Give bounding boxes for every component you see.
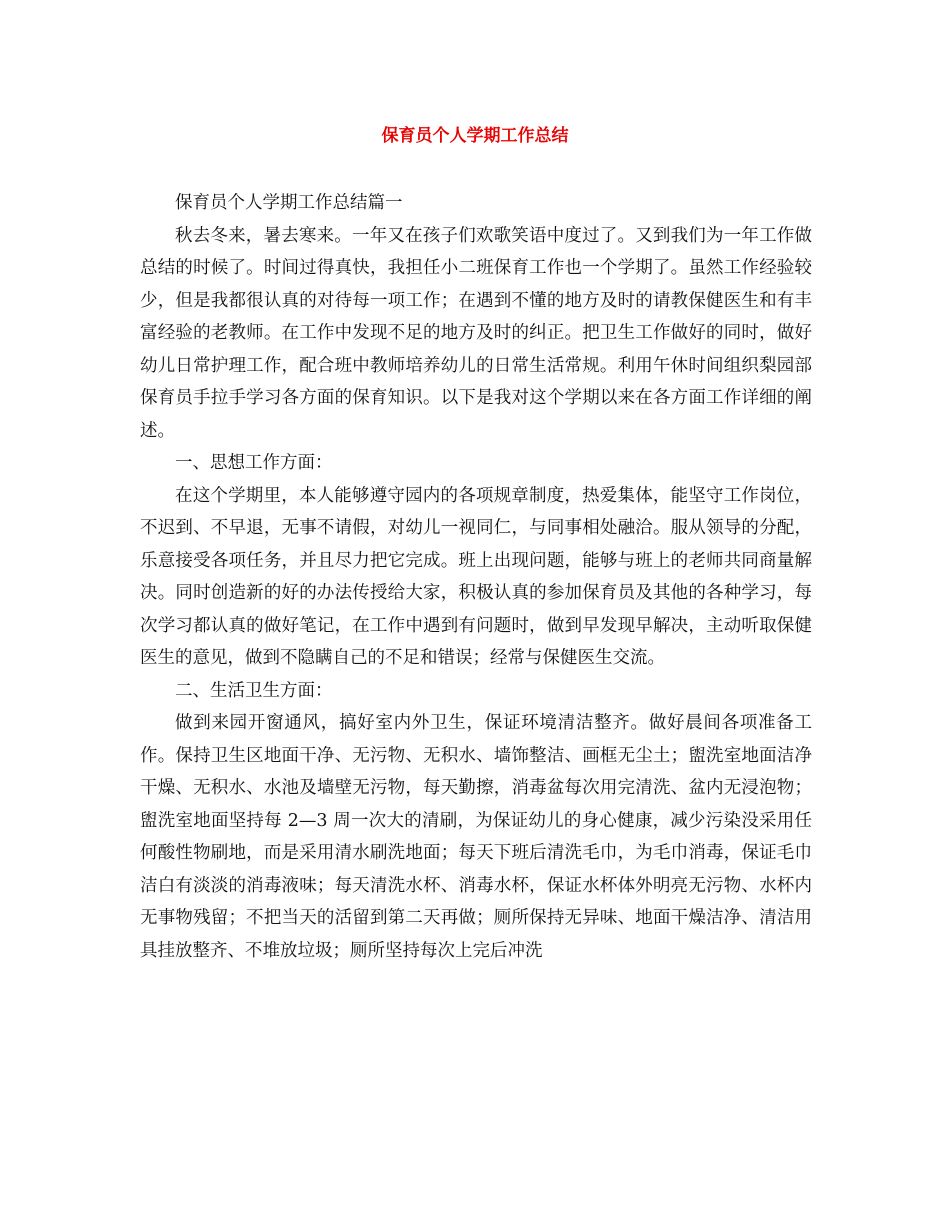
section-heading: 一、思想工作方面：	[175, 453, 333, 473]
section-heading: 保育员个人学期工作总结篇一	[175, 193, 403, 213]
document-body	[140, 187, 812, 967]
paragraph: 秋去冬来，暑去寒来。一年又在孩子们欢歌笑语中度过了。又到我们为一年工作做总结的时候了。时间过得真快，我担任小二班保育工作也一个学期了。虽然工作经验较少，但是我都很认真的对待每一项工作；在遇到不懂的地方及时的请教保健医生和有丰富经验的老教师。在工作中发现不足的地方及时的纠正。把卫生工作做好的同时，做好幼儿日常护理工作，配合班中教师培养幼儿的日常生活常规。利用午休时间组织梨园部保育员手拉手学习各方面的保育知识。以下是我对这个学期以来在各方面工作详细的阐述。	[140, 225, 812, 441]
document-title: 保育员个人学期工作总结	[381, 126, 569, 146]
paragraph: 在这个学期里，本人能够遵守园内的各项规章制度，热爱集体，能坚守工作岗位，不迟到、不早退，无事不请假，对幼儿一视同仁，与同事相处融洽。服从领导的分配，乐意接受各项任务，并且尽力把它完成。班上出现问题，能够与班上的老师共同商量解决。同时创造新的好的办法传授给大家，积极认真的参加保育员及其他的各种学习，每次学习都认真的做好笔记，在工作中遇到有问题时，做到早发现早解决，主动听取保健医生的意见，做到不隐瞒自己的不足和错误；经常与保健医生交流。	[140, 485, 812, 668]
paragraph: 做到来园开窗通风，搞好室内外卫生，保证环境清洁整齐。做好晨间各项准备工作。保持卫生区地面干净、无污物、无积水、墙饰整洁、画框无尘土；盥洗室地面洁净干燥、无积水、水池及墙壁无污物，每天勤擦，消毒盆每次用完清洗、盆内无浸泡物；盥洗室地面坚持每 2—3 周一次大的清刷，为保证幼儿的身心健康，减少污染没采用任何酸性物刷地，而是采用清水刷洗地面；每天下班后清洗毛巾，为毛巾消毒，保证毛巾洁白有淡淡的消毒液味；每天清洗水杯、消毒水杯，保证水杯体外明亮无污物、水杯内无事物残留；不把当天的活留到第二天再做；厕所保持无异味、地面干燥洁净、清洁用具挂放整齐、不堆放垃圾；厕所坚持每次上完后冲洗	[140, 713, 812, 961]
section-heading: 二、生活卫生方面：	[175, 680, 333, 701]
